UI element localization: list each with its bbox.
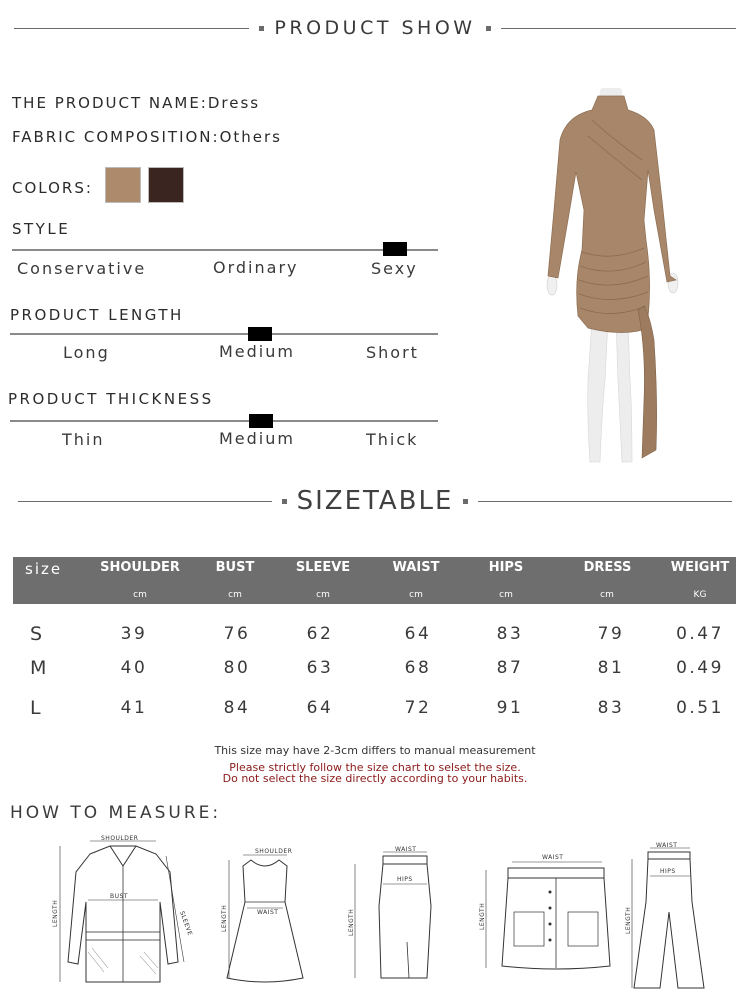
length-label-medium: Medium <box>219 342 295 361</box>
table-cell: 76 <box>223 624 251 644</box>
measurement-note: This size may have 2-3cm differs to manual measurement <box>214 744 536 757</box>
col-sleeve: SLEEVE <box>295 560 351 575</box>
size-chart-warning: Please strictly follow the size chart to selset the size. <box>229 761 521 774</box>
jacket-sleeve-label: SLEEVE <box>178 910 194 937</box>
color-swatch-tan[interactable] <box>105 167 141 203</box>
product-show-header <box>0 14 750 42</box>
length-scale-line <box>10 333 438 335</box>
unit-waist: cm <box>409 590 423 600</box>
product-name: THE PRODUCT NAME:Dress <box>12 94 261 112</box>
table-cell: 91 <box>496 698 524 718</box>
table-cell: 83 <box>496 624 524 644</box>
unit-weight: KG <box>693 590 707 600</box>
bullet <box>486 26 491 31</box>
product-photo <box>530 80 700 470</box>
fabric-composition: FABRIC COMPOSITION:Others <box>12 128 282 146</box>
denim-skirt-diagram <box>470 848 620 978</box>
unit-bust: cm <box>228 590 242 600</box>
dress-waist-label: WAIST <box>257 909 279 916</box>
style-title: STYLE <box>12 220 71 238</box>
section-title: PRODUCT SHOW <box>274 17 476 39</box>
bullet <box>282 499 287 504</box>
divider <box>14 28 249 29</box>
denim-length-label: LENGTH <box>479 902 486 930</box>
thickness-label-thin: Thin <box>62 430 105 449</box>
unit-shoulder: cm <box>133 590 147 600</box>
sizetable-header <box>0 484 750 518</box>
size-table-header <box>13 557 736 604</box>
style-label-sexy: Sexy <box>371 259 418 278</box>
thickness-label-medium: Medium <box>219 429 295 448</box>
table-cell: 72 <box>404 698 432 718</box>
length-label-short: Short <box>366 343 419 362</box>
table-cell: 87 <box>496 658 524 678</box>
table-cell: 0.47 <box>676 624 724 644</box>
skirt-length-label: LENGTH <box>348 908 355 936</box>
table-cell: 64 <box>404 624 432 644</box>
style-scale-line <box>12 249 438 251</box>
unit-hips: cm <box>499 590 513 600</box>
jacket-shoulder-label: SHOULDER <box>101 835 139 842</box>
col-weight: WEIGHT <box>670 560 730 575</box>
table-cell: 0.49 <box>676 658 724 678</box>
table-cell: 81 <box>597 658 625 678</box>
divider <box>18 501 272 502</box>
table-cell: 40 <box>120 658 148 678</box>
skirt-waist-label: WAIST <box>395 846 417 853</box>
table-cell: 83 <box>597 698 625 718</box>
thickness-title: PRODUCT THICKNESS <box>8 390 214 408</box>
jacket-bust-label: BUST <box>110 893 128 900</box>
table-cell: 41 <box>120 698 148 718</box>
section-title: SIZETABLE <box>296 486 454 516</box>
bullet <box>259 26 264 31</box>
jacket-diagram <box>48 832 198 992</box>
skirt-hips-label: HIPS <box>397 876 413 883</box>
style-label-ordinary: Ordinary <box>213 258 299 277</box>
color-swatch-dark-brown[interactable] <box>148 167 184 203</box>
row-size-l: L <box>30 697 41 719</box>
table-cell: 84 <box>223 698 251 718</box>
style-scale-marker <box>383 242 407 256</box>
length-label-long: Long <box>63 343 110 362</box>
table-cell: 63 <box>306 658 334 678</box>
jacket-length-label: LENGTH <box>52 899 59 927</box>
col-hips: HIPS <box>488 560 524 575</box>
how-to-measure-title: HOW TO MEASURE: <box>10 803 222 823</box>
table-cell: 62 <box>306 624 334 644</box>
col-shoulder: SHOULDER <box>100 560 180 575</box>
row-size-s: S <box>30 623 43 645</box>
dress-shoulder-label: SHOULDER <box>255 848 293 855</box>
col-waist: WAIST <box>392 560 440 575</box>
denim-waist-label: WAIST <box>542 854 564 861</box>
size-habit-warning: Do not select the size directly according to your habits. <box>222 772 528 785</box>
unit-dress: cm <box>600 590 614 600</box>
bullet <box>463 499 468 504</box>
table-cell: 80 <box>223 658 251 678</box>
thickness-scale-marker <box>249 414 273 428</box>
dress-length-label: LENGTH <box>221 904 228 932</box>
style-label-conservative: Conservative <box>17 259 147 278</box>
unit-sleeve: cm <box>316 590 330 600</box>
col-dress: DRESS <box>583 560 632 575</box>
col-bust: BUST <box>215 560 255 575</box>
thickness-label-thick: Thick <box>366 430 419 449</box>
table-cell: 79 <box>597 624 625 644</box>
divider <box>478 501 732 502</box>
table-cell: 64 <box>306 698 334 718</box>
thickness-scale-line <box>10 420 438 422</box>
divider <box>501 28 736 29</box>
pants-length-label: LENGTH <box>625 906 632 934</box>
length-scale-marker <box>248 327 272 341</box>
colors-label: COLORS: <box>12 179 93 197</box>
table-cell: 39 <box>120 624 148 644</box>
pants-waist-label: WAIST <box>656 842 678 849</box>
table-cell: 0.51 <box>676 698 724 718</box>
pants-hips-label: HIPS <box>660 868 676 875</box>
row-size-m: M <box>30 657 47 679</box>
table-cell: 68 <box>404 658 432 678</box>
size-column-header: size <box>25 560 63 578</box>
pants-diagram <box>620 842 710 992</box>
length-title: PRODUCT LENGTH <box>10 306 184 324</box>
skirt-diagram <box>345 846 445 988</box>
dress-diagram <box>215 840 315 990</box>
